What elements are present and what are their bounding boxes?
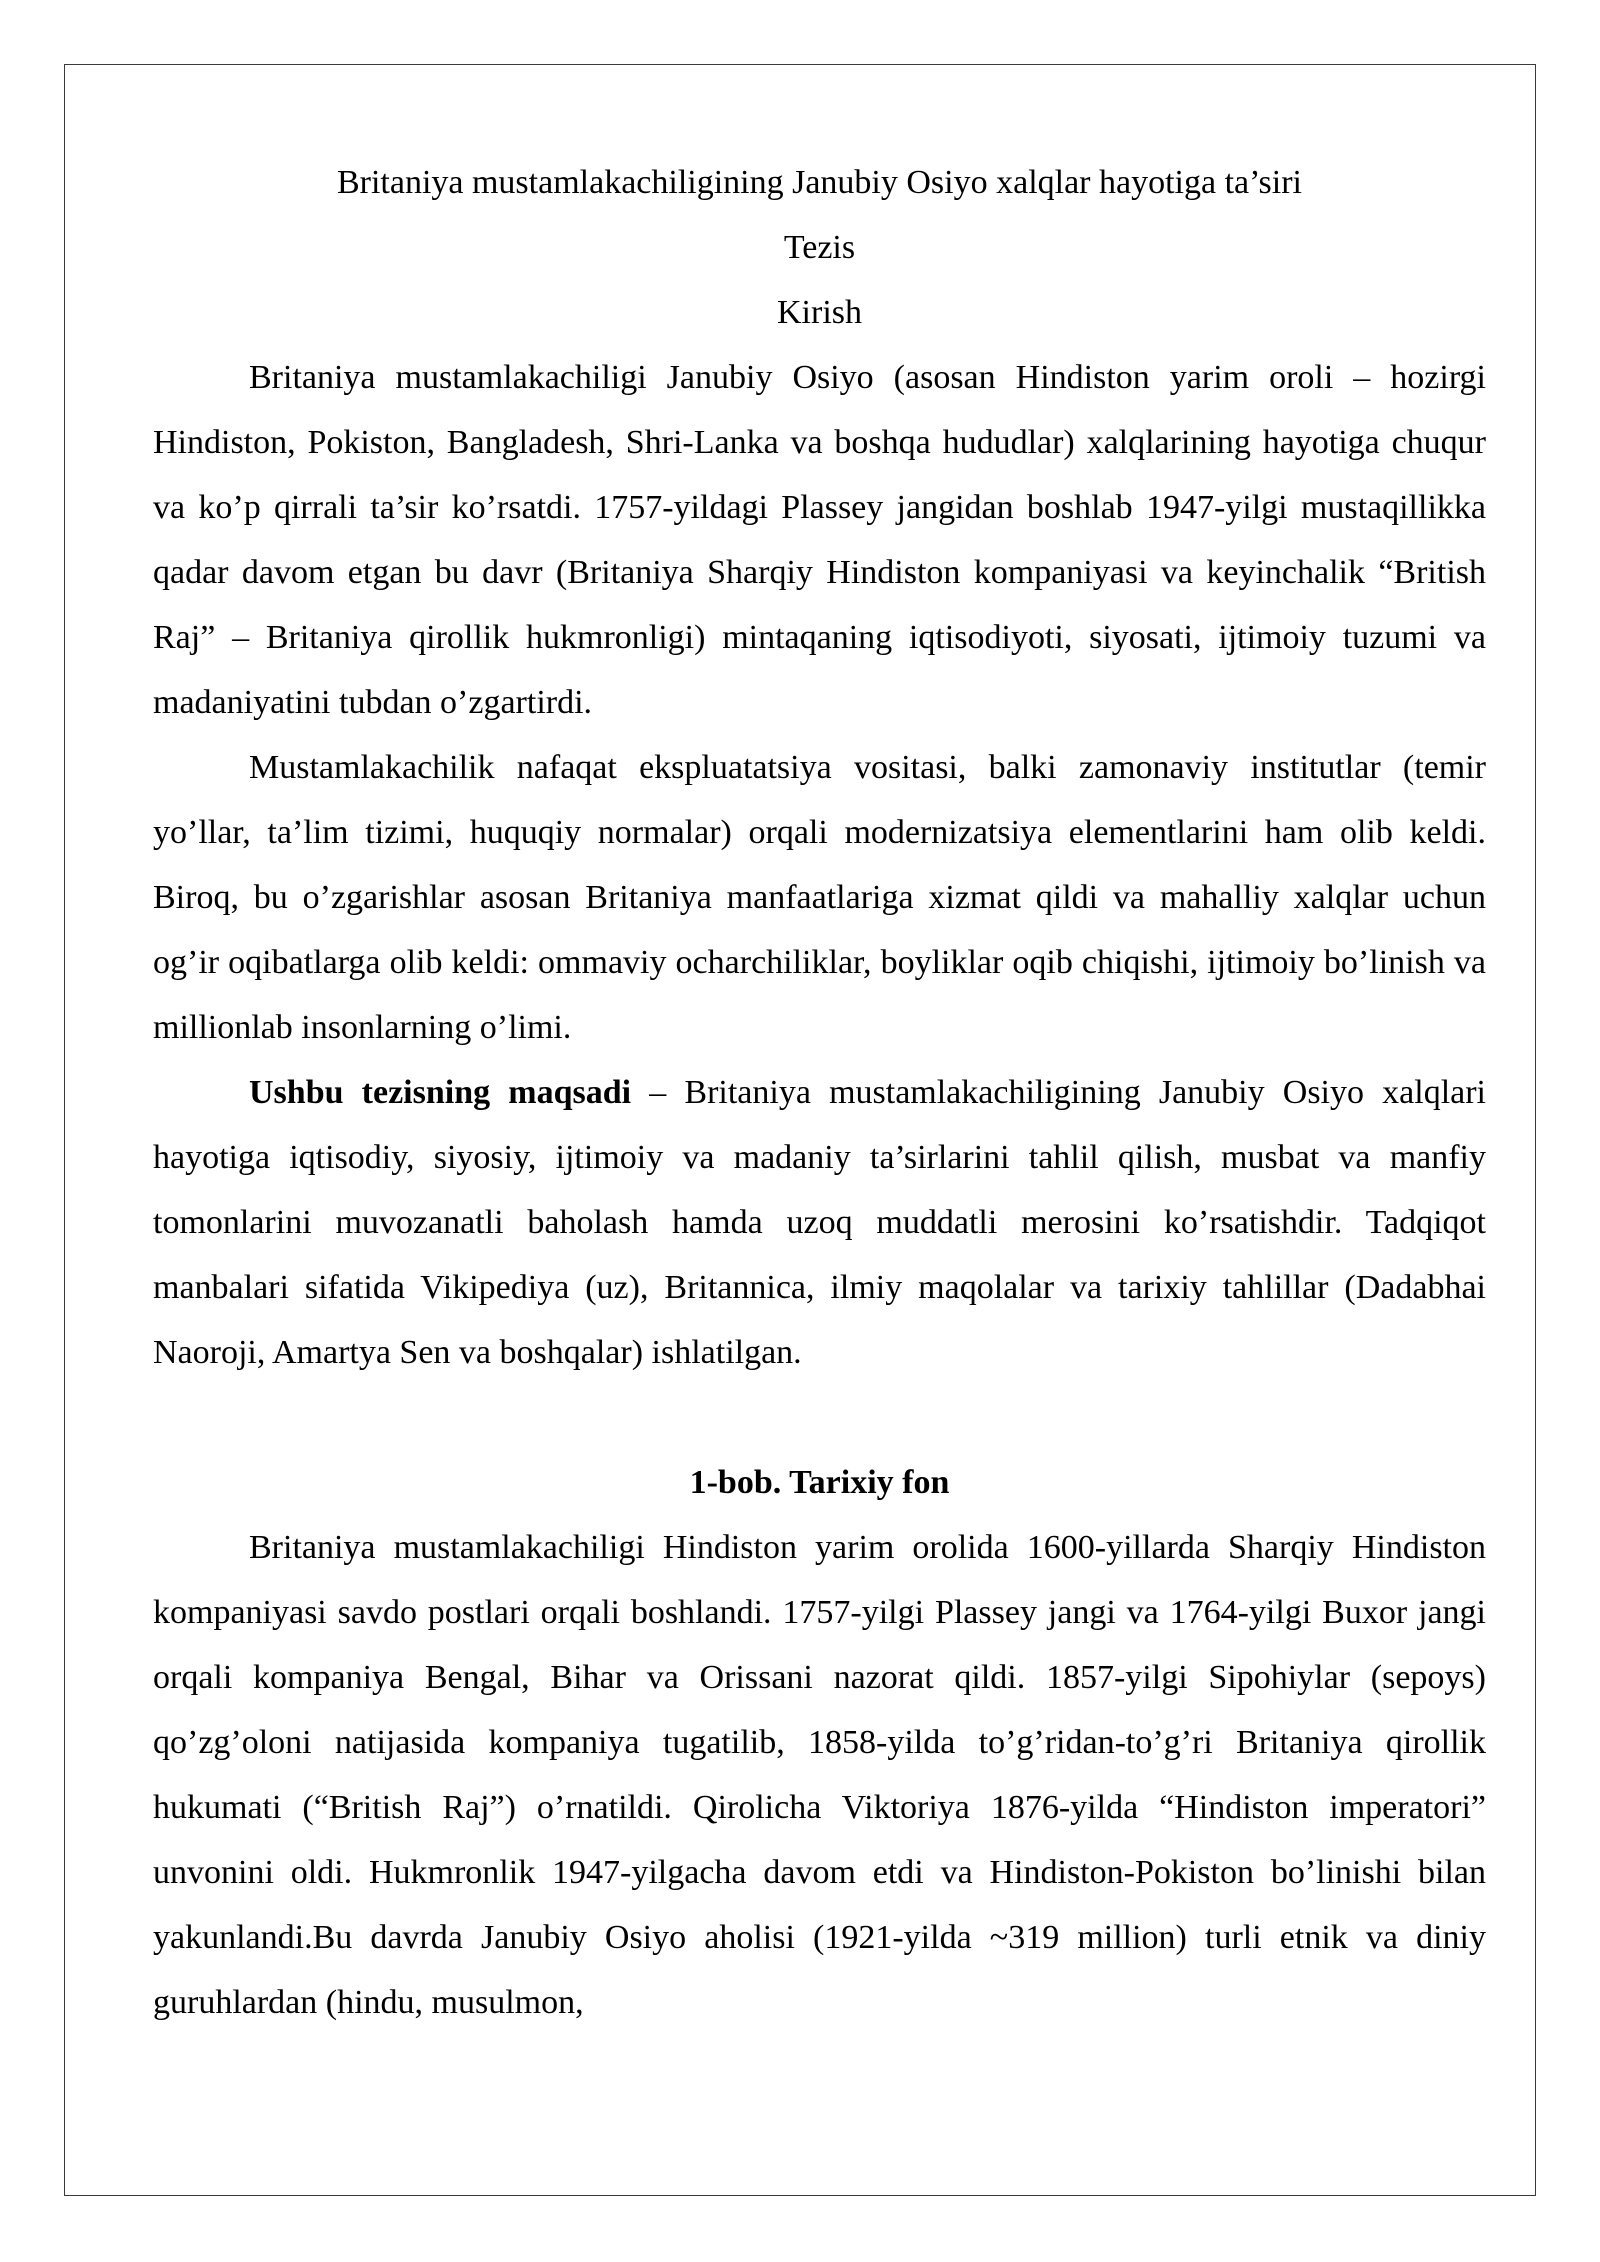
chapter-paragraph: Britaniya mustamlakachiligi Hindiston yarim orolida 1600-yillarda Sharqiy Hindiston kompaniyasi savdo postlari orqali boshlandi. 1757-yilgi Plassey jangi va 1764-yilgi Buxor jangi orqali kompaniya Bengal, Bihar va Orissani nazorat qildi. 1857-yilgi Sipohiylar (sepoys) qo’zg’oloni natijasida kompaniya tugatilib, 1858-yilda to’g’ridan-to’g’ri Britaniya qirollik hukumati (“British Raj”) o’rnatildi. Qirolicha Viktoriya 1876-yilda “Hindiston imperatori” unvonini oldi. Hukmronlik 1947-yilgacha davom etdi va Hindiston-Pokiston bo’linishi bilan yakunlandi.Bu davrda Janubiy Osiyo aholisi (1921-yilda ~319 million) turli etnik va diniy guruhlardan (hindu, musulmon,	[153, 1529, 1486, 2021]
aim-paragraph	[153, 1060, 1486, 1385]
chapter-title: 1-bob. Tarixiy fon	[689, 1464, 950, 1501]
intro-paragraph-1: Britaniya mustamlakachiligi Janubiy Osiyo (asosan Hindiston yarim oroli – hozirgi Hindiston, Pokiston, Bangladesh, Shri-Lanka va boshqa hududlar) xalqlarining hayotiga chuqur va ko’p qirrali ta’sir ko’rsatdi. 1757-yildagi Plassey jangidan boshlab 1947-yilgi mustaqillikka qadar davom etgan bu davr (Britaniya Sharqiy Hindiston kompaniyasi va keyinchalik “British Raj” – Britaniya qirollik hukmronligi) mintaqaning iqtisodiyoti, siyosati, ijtimoiy tuzumi va madaniyatini tubdan o’zgartirdi.	[153, 359, 1486, 721]
document-body	[153, 150, 1486, 2035]
document-subtitle: Tezis	[783, 229, 856, 266]
intro-paragraph-2: Mustamlakachilik nafaqat ekspluatatsiya vositasi, balki zamonaviy institutlar (temir yo’llar, ta’lim tizimi, huquqiy normalar) orqali modernizatsiya elementlarini ham olib keldi. Biroq, bu o’zgarishlar asosan Britaniya manfaatlariga xizmat qildi va mahalliy xalqlar uchun og’ir oqibatlarga olib keldi: ommaviy ocharchiliklar, boyliklar oqib chiqishi, ijtimoiy bo’linish va millionlab insonlarning o’limi.	[153, 749, 1486, 1046]
section-heading: Kirish	[777, 294, 862, 331]
aim-bold-lead: Ushbu tezisning maqsadi	[249, 1074, 632, 1111]
document-title: Britaniya mustamlakachiligining Janubiy Osiyo xalqlar hayotiga ta’siri	[336, 164, 1303, 201]
aim-text: – Britaniya mustamlakachiligining Janubiy Osiyo xalqlari hayotiga iqtisodiy, siyosiy, ijtimoiy va madaniy ta’sirlarini tahlil qilish, musbat va manfiy tomonlarini muvozanatli baholash hamda uzoq muddatli merosini ko’rsatishdir. Tadqiqot manbalari sifatida Vikipediya (uz), Britannica, ilmiy maqolalar va tarixiy tahlillar (Dadabhai Naoroji, Amartya Sen va boshqalar) ishlatilgan.	[153, 1074, 1486, 1371]
